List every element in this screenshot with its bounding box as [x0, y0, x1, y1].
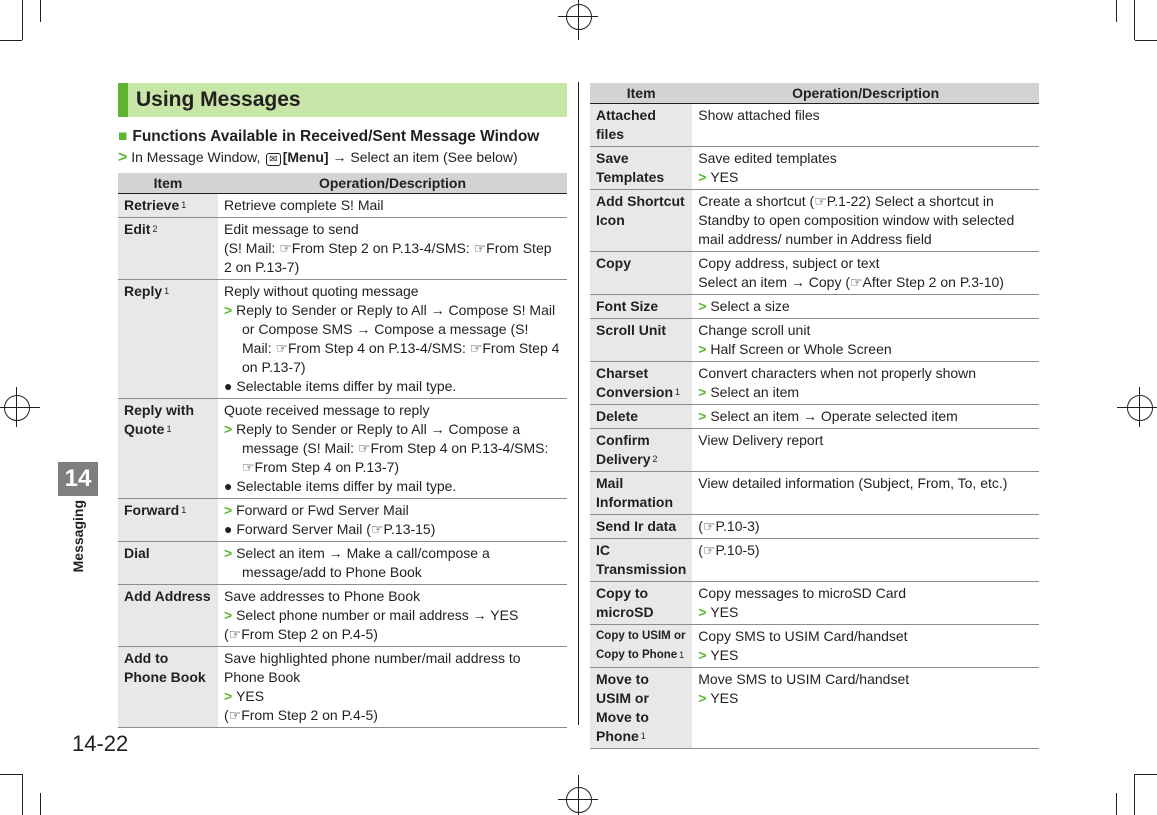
footnote-marker: 1: [640, 731, 646, 741]
crop-mark: [0, 40, 22, 41]
step-arrow-icon: >: [224, 421, 237, 437]
crop-mark: [1116, 793, 1117, 815]
footnote-marker: 1: [181, 200, 187, 210]
description-line: [224, 625, 561, 644]
description-text: Save highlighted phone number/mail address to Phone Book: [224, 650, 521, 685]
crop-mark: [558, 16, 598, 17]
item-label: Send Ir data: [596, 518, 677, 534]
crop-mark: [0, 774, 22, 775]
row-description: [692, 295, 1039, 319]
chapter-number: 14: [64, 465, 92, 492]
row-description: [692, 668, 1039, 749]
row-description: [692, 625, 1039, 668]
description-text: Select an item: [710, 384, 800, 400]
row-description: [692, 405, 1039, 429]
description-line: [698, 584, 1033, 603]
item-label: Move to USIM or Move to Phone: [596, 671, 649, 744]
operation-step: [698, 168, 1033, 187]
operation-step: [224, 687, 561, 706]
operation-step: [698, 646, 1033, 665]
crop-mark: [1135, 774, 1157, 775]
section-header: [118, 83, 567, 117]
step-arrow-icon: >: [224, 607, 237, 623]
row-item: [590, 515, 692, 539]
row-description: [692, 429, 1039, 472]
table-row: [590, 625, 1039, 668]
description-text: (☞P.10-5): [698, 542, 760, 558]
item-label: Add Address: [124, 588, 211, 604]
table-row: [590, 147, 1039, 190]
description-line: [698, 517, 1033, 536]
row-item: [118, 647, 218, 728]
description-text: Forward Server Mail (☞P.13-15): [236, 521, 436, 537]
table-row: [590, 252, 1039, 295]
table-row: [590, 362, 1039, 405]
row-item: [590, 190, 692, 252]
table-row: [590, 319, 1039, 362]
right-function-table: [590, 83, 1039, 749]
operation-step: [698, 407, 1033, 426]
step-arrow-icon: >: [118, 149, 128, 166]
crop-mark: [40, 0, 41, 22]
row-item: [118, 499, 218, 542]
row-item: [590, 147, 692, 190]
crop-mark: [1139, 387, 1140, 427]
row-item: [590, 405, 692, 429]
description-text: Change scroll unit: [698, 322, 811, 338]
description-text: YES: [710, 604, 739, 620]
description-text: Retrieve complete S! Mail: [224, 197, 384, 213]
row-item: [590, 472, 692, 515]
step-arrow-icon: >: [698, 384, 711, 400]
description-text: Quote received message to reply: [224, 402, 430, 418]
row-description: [692, 515, 1039, 539]
description-text: Reply without quoting message: [224, 283, 419, 299]
row-item: [118, 399, 218, 499]
description-line: [224, 401, 561, 420]
description-text: YES: [236, 688, 265, 704]
description-line: [224, 196, 561, 215]
description-line: [224, 706, 561, 725]
description-line: [698, 541, 1033, 560]
description-line: [224, 282, 561, 301]
footnote-marker: 2: [652, 454, 658, 464]
crop-mark: [578, 775, 579, 815]
description-text: Reply to Sender or Reply to All → Compose S! Mail or Compose SMS → Compose a message (S! Mail: ☞From Step 4 on P.13-4/SMS: ☞From Step 4 on P.13-7): [236, 302, 560, 375]
table-row: [590, 539, 1039, 582]
table-row: [590, 515, 1039, 539]
bullet-icon: ●: [224, 378, 237, 394]
description-text: Select an item → Copy (☞After Step 2 on P.3-10): [698, 274, 1004, 290]
row-item: [118, 280, 218, 399]
bullet-icon: ●: [224, 521, 237, 537]
crop-mark: [1134, 774, 1135, 815]
row-item: [590, 104, 692, 147]
table-row: [118, 542, 567, 585]
item-label: Edit: [124, 221, 151, 237]
step-arrow-icon: >: [698, 298, 711, 314]
note-bullet: [224, 520, 561, 539]
description-text: YES: [710, 647, 739, 663]
description-line: [698, 321, 1033, 340]
row-item: [590, 295, 692, 319]
operation-step: [698, 383, 1033, 402]
crop-mark: [22, 0, 23, 40]
item-label: Dial: [124, 545, 150, 561]
row-description: [218, 194, 567, 218]
item-label: Attached files: [596, 107, 656, 142]
operation-step: [224, 420, 561, 477]
table-row: [590, 472, 1039, 515]
row-description: [692, 147, 1039, 190]
table-row: [590, 405, 1039, 429]
operation-step: [224, 544, 561, 582]
row-description: [218, 585, 567, 647]
description-text: Half Screen or Whole Screen: [710, 341, 892, 357]
registration-mark: [4, 395, 30, 421]
description-text: Create a shortcut (☞P.1-22) Select a shortcut in Standby to open composition window with selected mail address/ number in Address field: [698, 193, 1015, 247]
left-function-table: [118, 173, 567, 728]
table-row: [590, 104, 1039, 147]
row-description: [692, 472, 1039, 515]
description-text: Copy address, subject or text: [698, 255, 880, 271]
footnote-marker: 2: [152, 224, 158, 234]
item-label: Copy to USIM or Copy to Phone: [596, 630, 686, 661]
chapter-label: Messaging: [70, 500, 86, 573]
step-arrow-icon: >: [224, 545, 237, 561]
item-label: Mail Information: [596, 475, 673, 510]
arrow-icon: →: [332, 149, 347, 165]
description-text: (☞From Step 2 on P.4-5): [224, 707, 378, 723]
description-text: (☞P.10-3): [698, 518, 760, 534]
row-item: [118, 542, 218, 585]
item-label: Forward: [124, 502, 180, 518]
description-line: [698, 149, 1033, 168]
description-line: [698, 670, 1033, 689]
row-item: [590, 252, 692, 295]
page-number: 14-22: [72, 731, 129, 756]
bullet-icon: ●: [224, 478, 237, 494]
row-description: [692, 190, 1039, 252]
col-header-desc: Operation/Description: [692, 83, 1039, 104]
operation-step: [698, 297, 1033, 316]
step-arrow-icon: >: [224, 302, 237, 318]
step-instruction: > In Message Window, ✉ [Menu] → Select an item (See below): [118, 149, 518, 166]
footnote-marker: 1: [679, 650, 685, 660]
description-text: Selectable items differ by mail type.: [236, 478, 457, 494]
row-description: [218, 399, 567, 499]
row-item: [590, 362, 692, 405]
item-label: Copy: [596, 255, 631, 271]
table-row: [118, 647, 567, 728]
column-divider: [578, 82, 579, 725]
registration-mark: [566, 787, 592, 813]
description-text: Save addresses to Phone Book: [224, 588, 421, 604]
description-text: Save edited templates: [698, 150, 837, 166]
description-text: Copy messages to microSD Card: [698, 585, 907, 601]
row-description: [692, 362, 1039, 405]
row-item: [590, 429, 692, 472]
table-row: [590, 582, 1039, 625]
row-item: [118, 585, 218, 647]
row-item: [590, 625, 692, 668]
mail-key-icon: ✉: [266, 153, 280, 166]
row-item: [590, 582, 692, 625]
row-description: [692, 539, 1039, 582]
row-description: [218, 280, 567, 399]
row-item: [590, 668, 692, 749]
table-row: [590, 295, 1039, 319]
square-bullet-icon: ■: [118, 128, 128, 145]
description-text: (S! Mail: ☞From Step 2 on P.13-4/SMS: ☞From Step 2 on P.13-7): [224, 240, 552, 275]
table-row: [118, 280, 567, 399]
description-line: [698, 254, 1033, 273]
description-text: View detailed information (Subject, From, To, etc.): [698, 475, 1008, 491]
registration-mark: [566, 4, 592, 30]
step-arrow-icon: >: [698, 169, 711, 185]
description-text: (☞From Step 2 on P.4-5): [224, 626, 378, 642]
row-description: [692, 252, 1039, 295]
operation-step: [224, 501, 561, 520]
row-item: [118, 194, 218, 218]
description-line: [698, 192, 1033, 249]
table-row: [590, 429, 1039, 472]
description-text: Select a size: [710, 298, 790, 314]
step-arrow-icon: >: [698, 604, 711, 620]
description-text: Select an item → Operate selected item: [710, 408, 958, 424]
description-line: [224, 239, 561, 277]
table-row: [118, 585, 567, 647]
row-item: [118, 218, 218, 280]
description-text: Select phone number or mail address → YES: [236, 607, 519, 623]
registration-mark: [1127, 395, 1153, 421]
description-text: Select an item → Make a call/compose a message/add to Phone Book: [236, 545, 490, 580]
table-row: [118, 499, 567, 542]
table-row: [118, 218, 567, 280]
row-description: [218, 218, 567, 280]
step-arrow-icon: >: [698, 341, 711, 357]
item-label: Add to Phone Book: [124, 650, 206, 685]
crop-mark: [22, 774, 23, 815]
crop-mark: [40, 793, 41, 815]
item-label: Confirm Delivery: [596, 432, 651, 467]
description-text: Show attached files: [698, 107, 820, 123]
section-title: Using Messages: [136, 88, 301, 111]
description-line: [698, 273, 1033, 292]
description-text: View Delivery report: [698, 432, 824, 448]
item-label: Reply with Quote: [124, 402, 195, 437]
item-label: Save Templates: [596, 150, 665, 185]
table-row: [590, 190, 1039, 252]
col-header-item: Item: [590, 83, 692, 104]
item-label: Font Size: [596, 298, 659, 314]
crop-mark: [578, 0, 579, 40]
crop-mark: [1135, 40, 1157, 41]
step-arrow-icon: >: [698, 690, 711, 706]
step-arrow-icon: >: [698, 408, 711, 424]
chapter-tab: [58, 462, 98, 496]
item-label: IC Transmission: [596, 542, 687, 577]
description-text: Move SMS to USIM Card/handset: [698, 671, 910, 687]
operation-step: [698, 603, 1033, 622]
crop-mark: [558, 799, 598, 800]
description-line: [698, 474, 1033, 493]
table-row: [590, 668, 1039, 749]
description-text: Edit message to send: [224, 221, 359, 237]
description-text: YES: [710, 169, 739, 185]
row-description: [218, 647, 567, 728]
footnote-marker: 1: [675, 387, 681, 397]
item-label: Delete: [596, 408, 639, 424]
description-text: Convert characters when not properly shown: [698, 365, 977, 381]
subheading: ■ Functions Available in Received/Sent Message Window: [118, 128, 540, 145]
note-bullet: [224, 377, 561, 396]
note-bullet: [224, 477, 561, 496]
crop-mark: [1134, 0, 1135, 40]
crop-mark: [16, 387, 17, 427]
footnote-marker: 1: [164, 286, 170, 296]
item-label: Copy to microSD: [596, 585, 654, 620]
row-description: [692, 104, 1039, 147]
item-label: Add Shortcut Icon: [596, 193, 685, 228]
description-line: [698, 431, 1033, 450]
footnote-marker: 1: [166, 424, 172, 434]
description-text: Forward or Fwd Server Mail: [236, 502, 409, 518]
item-label: Retrieve: [124, 197, 180, 213]
step-arrow-icon: >: [698, 647, 711, 663]
operation-step: [224, 301, 561, 377]
description-line: [698, 364, 1033, 383]
description-text: YES: [710, 690, 739, 706]
row-description: [692, 582, 1039, 625]
item-label: Charset Conversion: [596, 365, 674, 400]
table-row: [118, 399, 567, 499]
description-line: [224, 649, 561, 687]
row-description: [218, 542, 567, 585]
description-line: [698, 106, 1033, 125]
table-row: [118, 194, 567, 218]
row-description: [692, 319, 1039, 362]
description-line: [224, 220, 561, 239]
operation-step: [698, 689, 1033, 708]
description-text: Copy SMS to USIM Card/handset: [698, 628, 908, 644]
description-text: Selectable items differ by mail type.: [236, 378, 457, 394]
col-header-desc: Operation/Description: [218, 173, 567, 194]
row-description: [218, 499, 567, 542]
operation-step: [698, 340, 1033, 359]
item-label: Scroll Unit: [596, 322, 667, 338]
footnote-marker: 1: [181, 505, 187, 515]
operation-step: [224, 606, 561, 625]
step-arrow-icon: >: [224, 502, 237, 518]
col-header-item: Item: [118, 173, 218, 194]
crop-mark: [1117, 407, 1157, 408]
step-arrow-icon: >: [224, 688, 237, 704]
description-line: [224, 587, 561, 606]
description-text: Reply to Sender or Reply to All → Compose a message (S! Mail: ☞From Step 4 on P.13-4/SMS: ☞From Step 4 on P.13-7): [236, 421, 549, 475]
crop-mark: [1116, 0, 1117, 22]
row-item: [590, 319, 692, 362]
crop-mark: [0, 407, 40, 408]
row-item: [590, 539, 692, 582]
description-line: [698, 627, 1033, 646]
item-label: Reply: [124, 283, 163, 299]
